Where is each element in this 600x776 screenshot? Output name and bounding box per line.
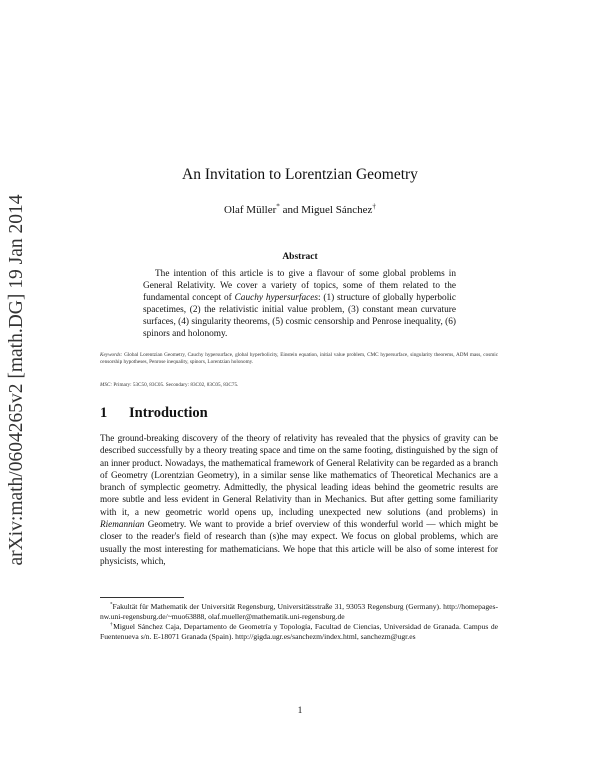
footnote-2-text: Miguel Sánchez Caja, Departamento de Geometría y Topología, Facultad de Ciencias, Universidad de Granada. Campus de Fuentenueva s/n. E-18071 Granada (Spain). http://gigda.ugr.es/sanchezm/index.html, sanchezm@ugr.es [100, 622, 499, 641]
arxiv-identifier: arXiv:math/0604265v2 [math.DG] 19 Jan 2014 [6, 194, 27, 566]
footnote-2 [100, 622, 498, 642]
keywords-label: Keywords: [100, 352, 123, 358]
paper-title: An Invitation to Lorentzian Geometry [182, 166, 418, 183]
abstract-body [143, 268, 456, 341]
footnote-divider [100, 597, 184, 598]
author-footnote-mark-2: † [372, 202, 376, 211]
footnote-2-mark: † [110, 622, 114, 628]
msc-block [100, 382, 498, 388]
section-title: Introduction [129, 405, 208, 421]
author-name-1: Olaf Müller [224, 204, 277, 216]
body-text-end: Geometry. We want to provide a brief overview of this wonderful world — which might be closer to the reader's field of research than (s)he may expect. We focus on global problems, which are usually the most interesting for mathematicians. We hope that this article will be also of some interest for physicists, which, [100, 519, 498, 566]
footnote-1-text: Fakultät für Mathematik der Universität Regensburg, Universitätsstraße 31, 93053 Regensburg (Germany). http://homepages-nw.uni-regensburg.de/~muo63888, olaf.mueller@mathematik.uni-regensburg.de [100, 602, 498, 621]
body-emphasis: Riemannian [100, 519, 145, 530]
abstract-paragraph [143, 268, 456, 341]
abstract-text-end: : (1) structure of globally hyperbolic spacetimes, (2) the relativistic initial value problem, (3) constant mean curvature surfaces, (4) singularity theorems, (5) cosmic censorship and Penrose inequality, (6) spinors and holonomy. [143, 293, 456, 340]
abstract-emphasis: Cauchy hypersurfaces [234, 293, 318, 304]
author-footnote-mark-1: * [276, 202, 280, 211]
introduction-body [100, 432, 498, 567]
section-number: 1 [100, 405, 108, 421]
introduction-paragraph [100, 432, 498, 567]
keywords-text: Global Lorentzian Geometry, Cauchy hypersurface, global hyperbolicity, Einstein equation, initial value problem, CMC hypersurface, singularity theorems, ADM mass, cosmic censorship hypotheses, Penrose inequality, spinors, Lorentzian holonomy. [100, 352, 498, 366]
section-heading [100, 405, 208, 422]
abstract-text-start: The intention of this article is to give a flavour of some global problems in General Relativity. We cover a variety of topics, some of them related to the fundamental concept of [143, 269, 456, 304]
footnote-1 [100, 602, 498, 622]
footnote-1-mark: * [110, 602, 113, 608]
footnotes-block [100, 602, 498, 642]
abstract-heading: Abstract [282, 252, 318, 262]
keywords-block [100, 352, 498, 366]
body-text-start: The ground-breaking discovery of the theory of relativity has revealed that the physics of gravity can be described successfully by a theory treating space and time on the same footing, distinguished by the sign of an inner product. Nowadays, the mathematical framework of General Relativity can be regarded as a branch of Geometry (Lorentzian Geometry), in a similar sense like mathematics of Theoretical Mechanics are a branch of symplectic geometry. Admittedly, the physical leading ideas behind the geometric results are more subtle and less evident in General Relativity than in Mechanics. But after getting some familiarity with it, a new geometric world opens up, including unexpected new solutions (and problems) in [100, 433, 498, 517]
msc-label: MSC: [100, 382, 113, 388]
author-name-2: and Miguel Sánchez [279, 204, 373, 216]
page-number: 1 [297, 706, 303, 716]
arxiv-sidebar [2, 190, 32, 570]
msc-text: Primary: 53C50, 83C05. Secondary: 83C02, 83C05, 83C75. [113, 382, 239, 388]
authors-line [0, 204, 600, 216]
